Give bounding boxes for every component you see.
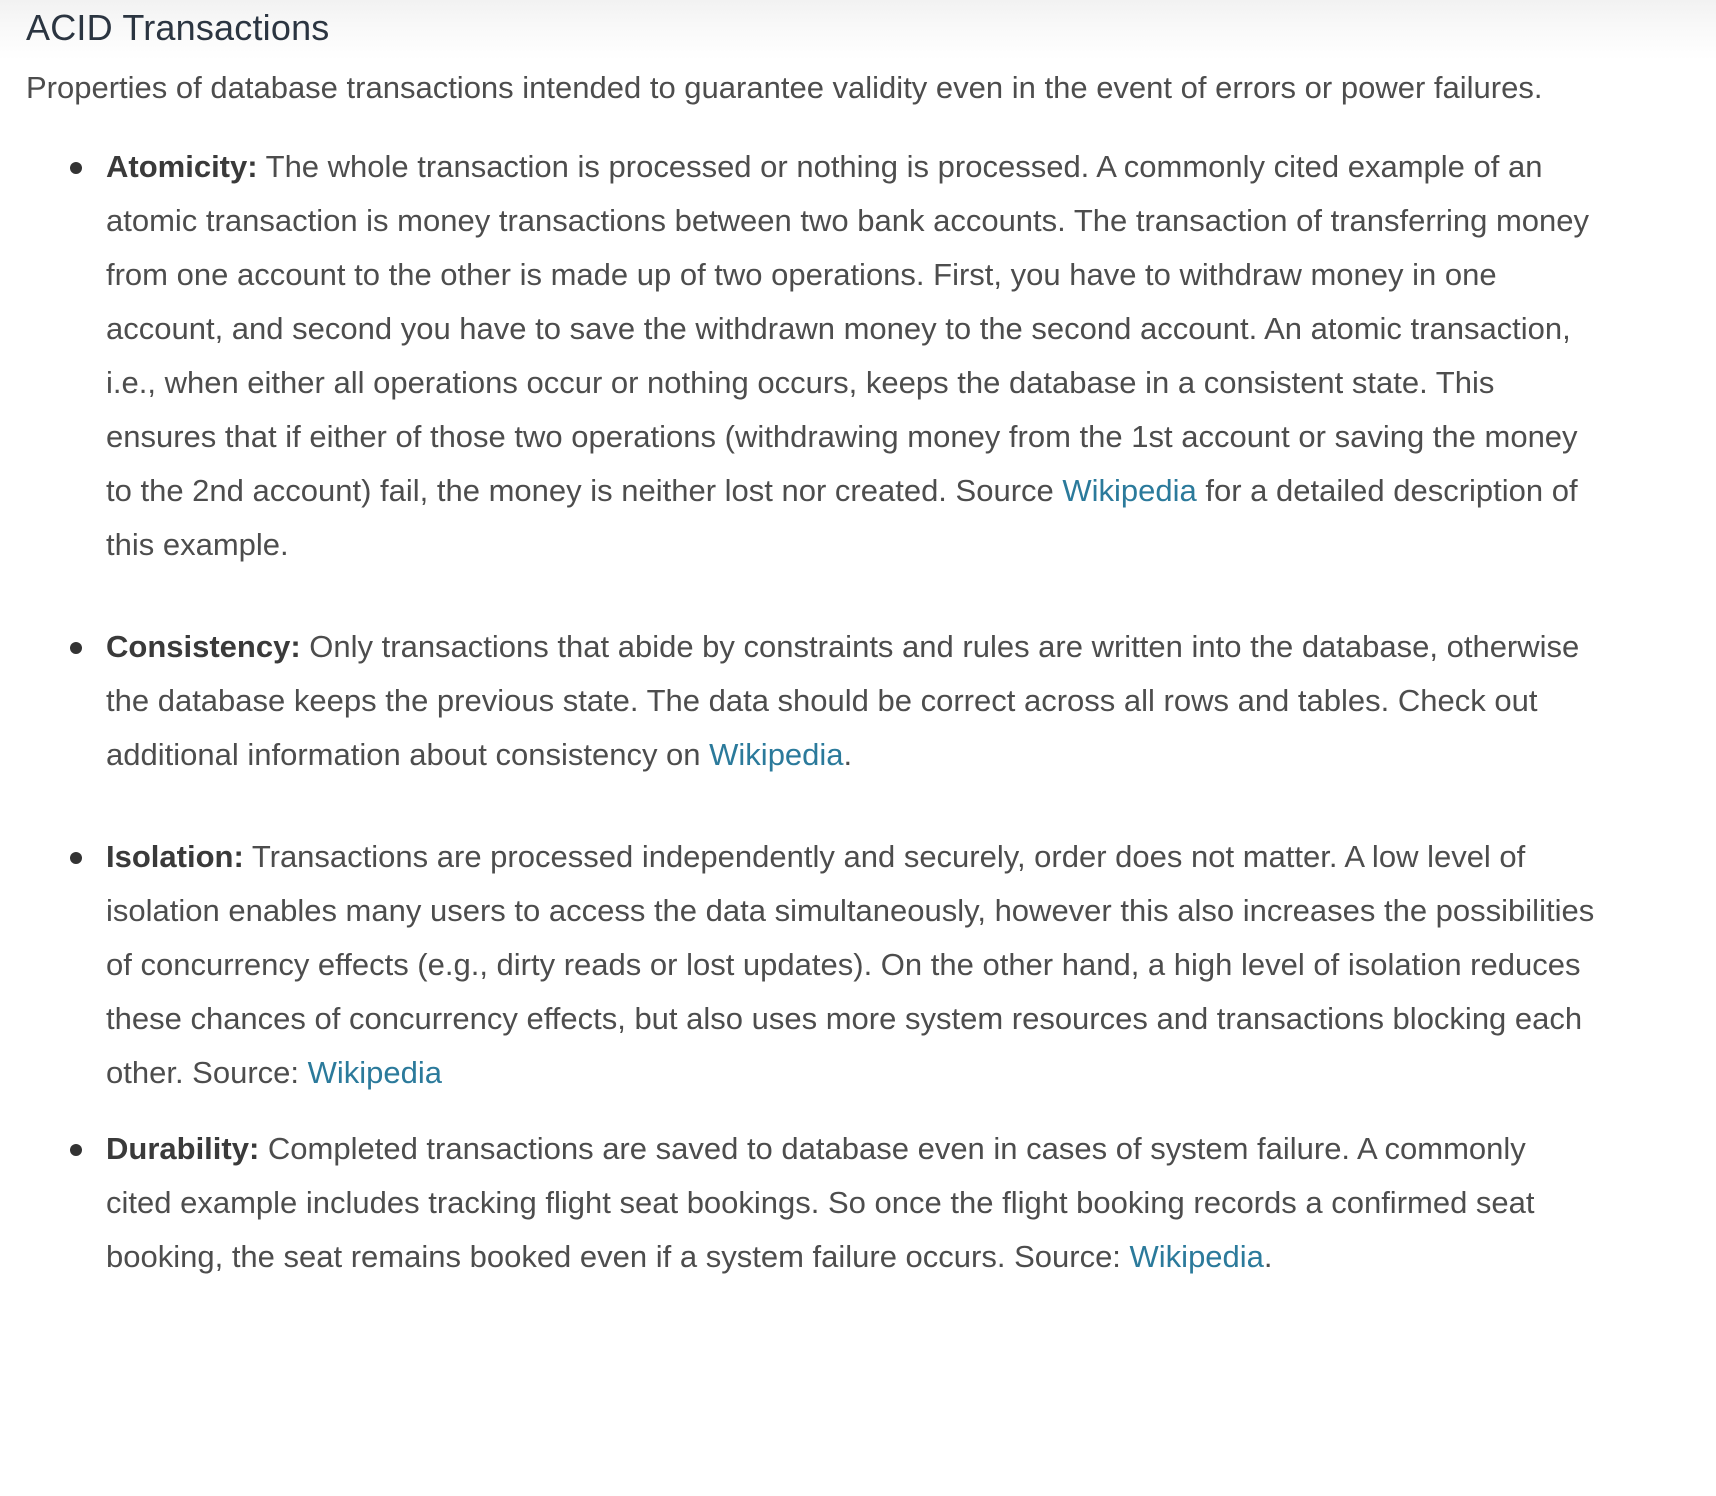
term-atomicity: Atomicity: <box>106 149 258 184</box>
term-isolation: Isolation: <box>106 839 244 874</box>
bullet-icon <box>70 1144 82 1156</box>
bullet-icon <box>70 852 82 864</box>
consistency-text-after: . <box>843 737 853 772</box>
intro-paragraph: Properties of database transactions intended to guarantee validity even in the event of errors or power failures. <box>26 70 1543 105</box>
acid-properties-list <box>26 140 1626 1284</box>
durability-text-after: . <box>1263 1239 1273 1274</box>
atomicity-text-after: for a detailed description of this example. <box>106 473 1578 562</box>
consistency-text: Only transactions that abide by constraints and rules are written into the database, otherwise the database keeps the previous state. The data should be correct across all rows and tables. Check out additional information about consistency on <box>106 629 1580 772</box>
isolation-text: Transactions are processed independently and securely, order does not matter. A low level of isolation enables many users to access the data simultaneously, however this also increases the possibilities of concurrency effects (e.g., dirty reads or lost updates). On the other hand, a high level of isolation reduces these chances of concurrency effects, but also uses more system resources and transactions blocking each other. Source: <box>106 839 1595 1090</box>
list-item-atomicity <box>26 140 1596 572</box>
article <box>26 0 1626 1292</box>
wikipedia-link-consistency[interactable]: Wikipedia <box>709 737 844 772</box>
wikipedia-link-atomicity[interactable]: Wikipedia <box>1062 473 1197 508</box>
page-title: ACID Transactions <box>26 7 330 48</box>
bullet-icon <box>70 642 82 654</box>
list-item-durability <box>26 1122 1596 1284</box>
list-item-isolation <box>26 830 1596 1100</box>
atomicity-text: The whole transaction is processed or nothing is processed. A commonly cited example of an atomic transaction is money transactions between two bank accounts. The transaction of transferring money from one account to the other is made up of two operations. First, you have to withdraw money in one account, and second you have to save the withdrawn money to the second account. An atomic transaction, i.e., when either all operations occur or nothing occurs, keeps the database in a consistent state. This ensures that if either of those two operations (withdrawing money from the 1st account or saving the money to the 2nd account) fail, the money is neither lost nor created. Source <box>106 149 1590 508</box>
durability-text: Completed transactions are saved to database even in cases of system failure. A commonly cited example includes tracking flight seat bookings. So once the flight booking records a confirmed seat booking, the seat remains booked even if a system failure occurs. Source: <box>106 1131 1535 1274</box>
list-item-consistency <box>26 620 1596 782</box>
bullet-icon <box>70 162 82 174</box>
wikipedia-link-durability[interactable]: Wikipedia <box>1129 1239 1264 1274</box>
term-consistency: Consistency: <box>106 629 301 664</box>
wikipedia-link-isolation[interactable]: Wikipedia <box>307 1055 443 1090</box>
term-durability: Durability: <box>106 1131 260 1166</box>
